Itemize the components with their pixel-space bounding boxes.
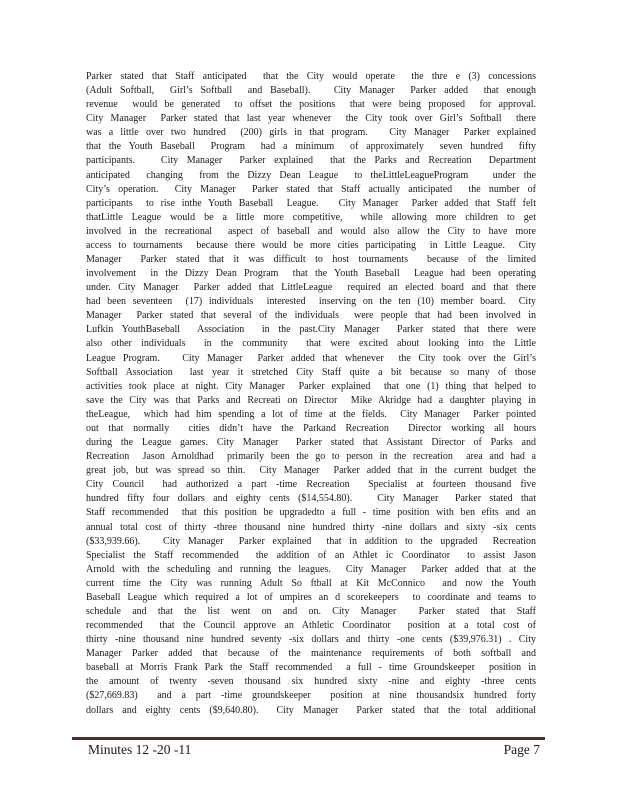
text-line: League Program. City Manager Parker added that whenever the City took over the Girl’s bbox=[86, 352, 536, 364]
text-line: anticipated changing from the Dizzy Dean League to theLittleLeagueProgram under the bbox=[86, 169, 536, 181]
text-line: ($27,669.83) and a part -time groundskeeper position at nine thousandsix hundred forty bbox=[86, 690, 536, 702]
text-line: save the City was that Parks and Recreati on Director Mike Akridge had a daughter playing in bbox=[86, 394, 536, 406]
text-line: under. City Manager Parker added that LittleLeague required an elected board and that there bbox=[86, 282, 536, 294]
text-line: the amount of twenty -seven thousand six hundred sixty -nine and eighty -three cents bbox=[86, 676, 536, 688]
text-line: during the League games. City Manager Parker stated that Assistant Director of Parks and bbox=[86, 437, 536, 449]
text-line: that the Youth Baseball Program had a minimum of approximately seven hundred fifty bbox=[86, 141, 536, 153]
text-line: City Council had authorized a part -time Recreation Specialist at fourteen thousand five bbox=[86, 479, 536, 491]
page-footer bbox=[72, 737, 545, 758]
footer-document-title: Minutes 12 -20 -11 bbox=[88, 742, 192, 757]
text-line: thatLittle League would be a little more competitive, while allowing more children to get bbox=[86, 211, 536, 223]
minutes-body-text bbox=[86, 70, 536, 718]
text-line: also other individuals in the community that were excited about looking into the Little bbox=[86, 338, 536, 350]
text-line: baseball at Morris Frank Park the Staff recommended a full - time Groundskeeper position in bbox=[86, 662, 536, 674]
text-line: Manager Parker stated that it was difficult to host tournaments because of the limited bbox=[86, 254, 536, 266]
text-line: recommended that the Council approve an Athletic Coordinator position at a total cost of bbox=[86, 620, 536, 632]
text-line: activities took place at night. City Manager Parker explained that one (1) thing that helped to bbox=[86, 380, 536, 392]
text-line: current time the City was running Adult So ftball at Kit McConnico and now the Youth bbox=[86, 577, 536, 589]
text-line: participants to rise inthe Youth Baseball League. City Manager Parker added that Staff felt bbox=[86, 197, 536, 209]
text-line: great job, but was spread so thin. City Manager Parker added that in the current budget the bbox=[86, 465, 536, 477]
text-line: involvement in the Dizzy Dean Program that the Youth Baseball League had been operating bbox=[86, 268, 536, 280]
text-line: revenue would be generated to offset the positions that were being proposed for approval. bbox=[86, 99, 536, 111]
text-line: Parker stated that Staff anticipated that the City would operate the thre e (3) concessions bbox=[86, 71, 536, 82]
text-line: Manager Parker stated that several of the individuals were people that had been involved in bbox=[86, 310, 536, 322]
footer-page-number: Page 7 bbox=[503, 742, 540, 757]
text-line: Staff recommended that this position be upgradedto a full - time position with ben efits and an bbox=[86, 507, 536, 519]
text-line: thirty -nine thousand nine hundred seventy -six dollars and thirty -one cents ($39,976.31) . City bbox=[86, 634, 536, 646]
text-line: (Adult Softball, Girl’s Softball and Baseball). City Manager Parker added that enough bbox=[86, 85, 536, 97]
text-line: dollars and eighty cents ($9,640.80). City Manager Parker stated that the total additional bbox=[86, 704, 536, 716]
text-line: Manager Parker added that because of the maintenance requirements of both softball and bbox=[86, 648, 536, 660]
text-line: participants. City Manager Parker explained that the Parks and Recreation Department bbox=[86, 155, 536, 167]
text-line: Arnold with the scheduling and running the leagues. City Manager Parker added that at the bbox=[86, 563, 536, 575]
text-line: ($33,939.66). City Manager Parker explained that in addition to the upgraded Recreation bbox=[86, 535, 536, 547]
text-line: Lufkin YouthBaseball Association in the past.City Manager Parker stated that there were bbox=[86, 324, 536, 336]
footer-row bbox=[72, 740, 545, 758]
text-line: out that normally cities didn’t have the Parkand Recreation Director working all hours bbox=[86, 422, 536, 434]
text-line: annual total cost of thirty -three thousand nine hundred thirty -nine dollars and sixty -six cents bbox=[86, 521, 536, 533]
text-line: was a little over two hundred (200) girls in that program. City Manager Parker explained bbox=[86, 127, 536, 139]
text-line: City’s operation. City Manager Parker stated that Staff actually anticipated the number of bbox=[86, 183, 536, 195]
text-line: access to tournaments because there would be more cities participating in Little League. City bbox=[86, 239, 536, 251]
text-line: hundred fifty four dollars and eighty cents ($14,554.80). City Manager Parker stated that bbox=[86, 493, 536, 505]
text-line: Softball Association last year it stretched City Staff quite a bit because so many of those bbox=[86, 366, 536, 378]
text-line: Baseball League which required a lot of umpires an d scorekeepers to coordinate and teams to bbox=[86, 591, 536, 603]
text-line: Specialist the Staff recommended the addition of an Athlet ic Coordinator to assist Jason bbox=[86, 549, 536, 561]
text-line: Recreation Jason Arnoldhad primarily been the go to person in the recreation area and had a bbox=[86, 451, 536, 463]
text-line: theLeague, which had him spending a lot of time at the fields. City Manager Parker pointed bbox=[86, 408, 536, 420]
text-line: had been seventeen (17) individuals interested inserving on the ten (10) member board. City bbox=[86, 296, 536, 308]
text-line: involved in the recreational aspect of baseball and would also allow the City to have more bbox=[86, 225, 536, 237]
text-line: schedule and that the list went on and on. City Manager Parker stated that Staff bbox=[86, 605, 536, 617]
text-line: City Manager Parker stated that last year whenever the City took over Girl’s Softball there bbox=[86, 113, 536, 125]
